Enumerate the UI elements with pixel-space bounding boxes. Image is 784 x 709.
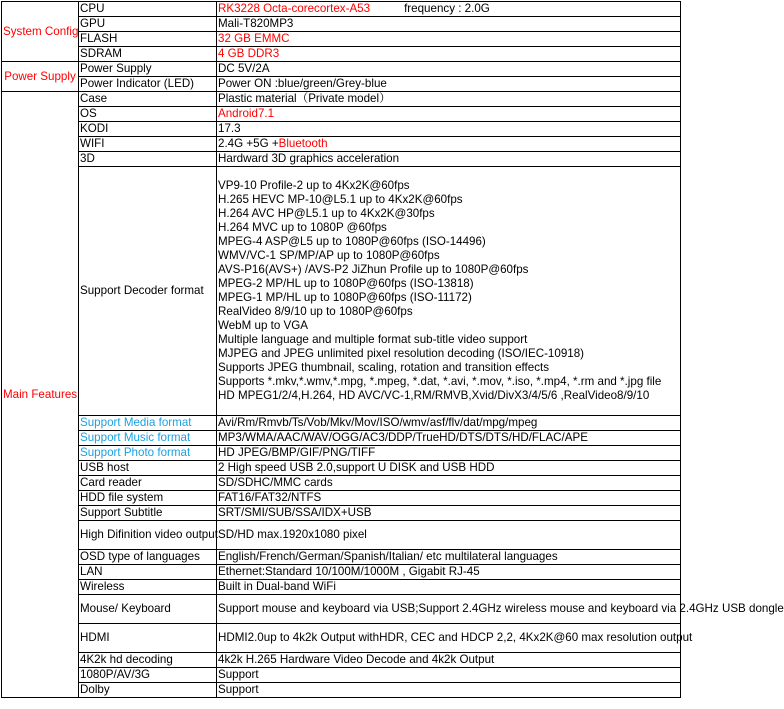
- row-usb: [2, 461, 681, 476]
- label-dolby: Dolby: [79, 683, 217, 698]
- value-kodi: 17.3: [217, 122, 681, 137]
- value-osd: English/French/German/Spanish/Italian/ etc multilateral languages: [217, 550, 681, 565]
- section-main-features: Main Features: [2, 92, 79, 698]
- label-osd: OSD type of languages: [79, 550, 217, 565]
- decoder-line: WMV/VC-1 SP/MP/AP up to 1080P@60fps: [218, 249, 440, 262]
- label-music: Support Music format: [79, 431, 217, 446]
- row-dolby: [2, 683, 681, 698]
- decoder-line: Supports JPEG thumbnail, scaling, rotation and transition effects: [218, 361, 550, 374]
- label-sdram: SDRAM: [79, 47, 217, 62]
- value-music: MP3/WMA/AAC/WAV/OGG/AC3/DDP/TrueHD/DTS/DTS/HD/FLAC/APE: [217, 431, 681, 446]
- label-kodi: KODI: [79, 122, 217, 137]
- decoder-line: H.264 MVC up to 1080P @60fps: [218, 221, 387, 234]
- value-card: SD/SDHC/MMC cards: [217, 476, 681, 491]
- label-flash: FLASH: [79, 32, 217, 47]
- decoder-line: MPEG-2 MP/HL up to 1080P@60fps (ISO-13818): [218, 277, 474, 290]
- label-subtitle: Support Subtitle: [79, 506, 217, 521]
- row-power-indicator: [2, 77, 681, 92]
- decoder-line: H.265 HEVC MP-10@L5.1 up to 4Kx2K@60fps: [218, 193, 463, 206]
- row-sdram: [2, 47, 681, 62]
- label-mouse: Mouse/ Keyboard: [79, 595, 217, 624]
- value-photo: HD JPEG/BMP/GIF/PNG/TIFF: [217, 446, 681, 461]
- label-gpu: GPU: [79, 17, 217, 32]
- value-lan: Ethernet:Standard 10/100M/1000M , Gigabit RJ-45: [217, 565, 681, 580]
- row-kodi: [2, 122, 681, 137]
- value-power-indicator: Power ON :blue/green/Grey-blue: [217, 77, 681, 92]
- wifi-bands: 2.4G +5G +: [218, 137, 279, 150]
- row-power-supply: [2, 62, 681, 77]
- row-media: [2, 416, 681, 431]
- row-hdvo: [2, 521, 681, 550]
- value-decoder: [217, 167, 681, 416]
- decoder-line: MPEG-1 MP/HL up to 1080P@60fps (ISO-11172): [218, 291, 472, 304]
- wifi-bluetooth: Bluetooth: [278, 137, 328, 150]
- label-hdd: HDD file system: [79, 491, 217, 506]
- value-flash: 32 GB EMMC: [217, 32, 681, 47]
- cpu-frequency: frequency : 2.0G: [404, 2, 490, 15]
- label-4k2k: 4K2k hd decoding: [79, 653, 217, 668]
- label-lan: LAN: [79, 565, 217, 580]
- value-power-supply: DC 5V/2A: [217, 62, 681, 77]
- label-os: OS: [79, 107, 217, 122]
- label-photo: Support Photo format: [79, 446, 217, 461]
- decoder-line: MPEG-4 ASP@L5 up to 1080P@60fps (ISO-14496): [218, 235, 486, 248]
- value-subtitle: SRT/SMI/SUB/SSA/IDX+USB: [217, 506, 681, 521]
- value-gpu: Mali-T820MP3: [217, 17, 681, 32]
- value-dolby: Support: [217, 683, 681, 698]
- sdram-text: 4 GB DDR3: [218, 47, 280, 60]
- row-case: [2, 92, 681, 107]
- row-4k2k: [2, 653, 681, 668]
- row-gpu: [2, 17, 681, 32]
- decoder-line: HD MPEG1/2/4,H.264, HD AVC/VC-1,RM/RMVB,Xvid/DivX3/4/5/6 ,RealVideo8/9/10: [218, 389, 650, 402]
- decoder-line: WebM up to VGA: [218, 319, 308, 332]
- row-hdmi: [2, 624, 681, 653]
- row-os: [2, 107, 681, 122]
- value-wireless: Built in Dual-band WiFi: [217, 580, 681, 595]
- decoder-line: Supports *.mkv,*.wmv,*.mpg, *.mpeg, *.dat, *.avi, *.mov, *.iso, *.mp4, *.rm and *.jpg file: [218, 375, 662, 388]
- section-system-config: System Config: [2, 2, 79, 62]
- row-wifi: [2, 137, 681, 152]
- decoder-line: AVS-P16(AVS+) /AVS-P2 JiZhun Profile up to 1080P@60fps: [218, 263, 529, 276]
- label-case: Case: [79, 92, 217, 107]
- row-card: [2, 476, 681, 491]
- row-1080p-av-3g: [2, 668, 681, 683]
- cpu-model: RK3228 Octa-corecortex-A53: [218, 2, 371, 15]
- value-media: Avi/Rm/Rmvb/Ts/Vob/Mkv/Mov/ISO/wmv/asf/flv/dat/mpg/mpeg: [217, 416, 681, 431]
- label-1080p-av-3g: 1080P/AV/3G: [79, 668, 217, 683]
- row-cpu: [2, 2, 681, 17]
- value-hdd: FAT16/FAT32/NTFS: [217, 491, 681, 506]
- value-os: Android7.1: [217, 107, 681, 122]
- row-osd: [2, 550, 681, 565]
- label-wireless: Wireless: [79, 580, 217, 595]
- row-subtitle: [2, 506, 681, 521]
- value-usb: 2 High speed USB 2.0,support U DISK and USB HDD: [217, 461, 681, 476]
- label-card: Card reader: [79, 476, 217, 491]
- label-power-supply: Power Supply: [79, 62, 217, 77]
- decoder-line: H.264 AVC HP@L5.1 up to 4Kx2K@30fps: [218, 207, 435, 220]
- row-wireless: [2, 580, 681, 595]
- decoder-line: MJPEG and JPEG unlimited pixel resolution decoding (ISO/IEC-10918): [218, 347, 585, 360]
- value-4k2k: 4k2k H.265 Hardware Video Decode and 4k2k Output: [217, 653, 681, 668]
- row-photo: [2, 446, 681, 461]
- value-mouse: Support mouse and keyboard via USB;Support 2.4GHz wireless mouse and keyboard via 2.4GHz USB dongle: [217, 595, 681, 624]
- row-hdd: [2, 491, 681, 506]
- spec-table: [1, 1, 784, 698]
- label-power-indicator: Power Indicator (LED): [79, 77, 217, 92]
- decoder-line: RealVideo 8/9/10 up to 1080P@60fps: [218, 305, 413, 318]
- row-mouse: [2, 595, 681, 624]
- value-case: Plastic material（Private model）: [217, 92, 681, 107]
- value-1080p-av-3g: Support: [217, 668, 681, 683]
- value-hdvo: SD/HD max.1920x1080 pixel: [217, 521, 681, 550]
- label-usb: USB host: [79, 461, 217, 476]
- row-3d: [2, 152, 681, 167]
- row-flash: [2, 32, 681, 47]
- value-wifi: [217, 137, 681, 152]
- value-sdram: [217, 47, 681, 62]
- label-cpu: CPU: [79, 2, 217, 17]
- value-cpu: [217, 2, 681, 17]
- row-decoder: [2, 167, 681, 416]
- row-music: [2, 431, 681, 446]
- label-hdmi: HDMI: [79, 624, 217, 653]
- label-wifi: WIFI: [79, 137, 217, 152]
- decoder-line: Multiple language and multiple format sub-title video support: [218, 333, 528, 346]
- value-hdmi: HDMI2.0up to 4k2k Output withHDR, CEC and HDCP 2,2, 4Kx2K@60 max resolution output: [217, 624, 681, 653]
- label-hdvo: High Difinition video output: [79, 521, 217, 550]
- decoder-line: VP9-10 Profile-2 up to 4Kx2K@60fps: [218, 179, 410, 192]
- section-power-supply: Power Supply: [2, 62, 79, 92]
- label-decoder: Support Decoder format: [79, 167, 217, 416]
- label-media: Support Media format: [79, 416, 217, 431]
- label-3d: 3D: [79, 152, 217, 167]
- value-3d: Hardward 3D graphics acceleration: [217, 152, 681, 167]
- row-lan: [2, 565, 681, 580]
